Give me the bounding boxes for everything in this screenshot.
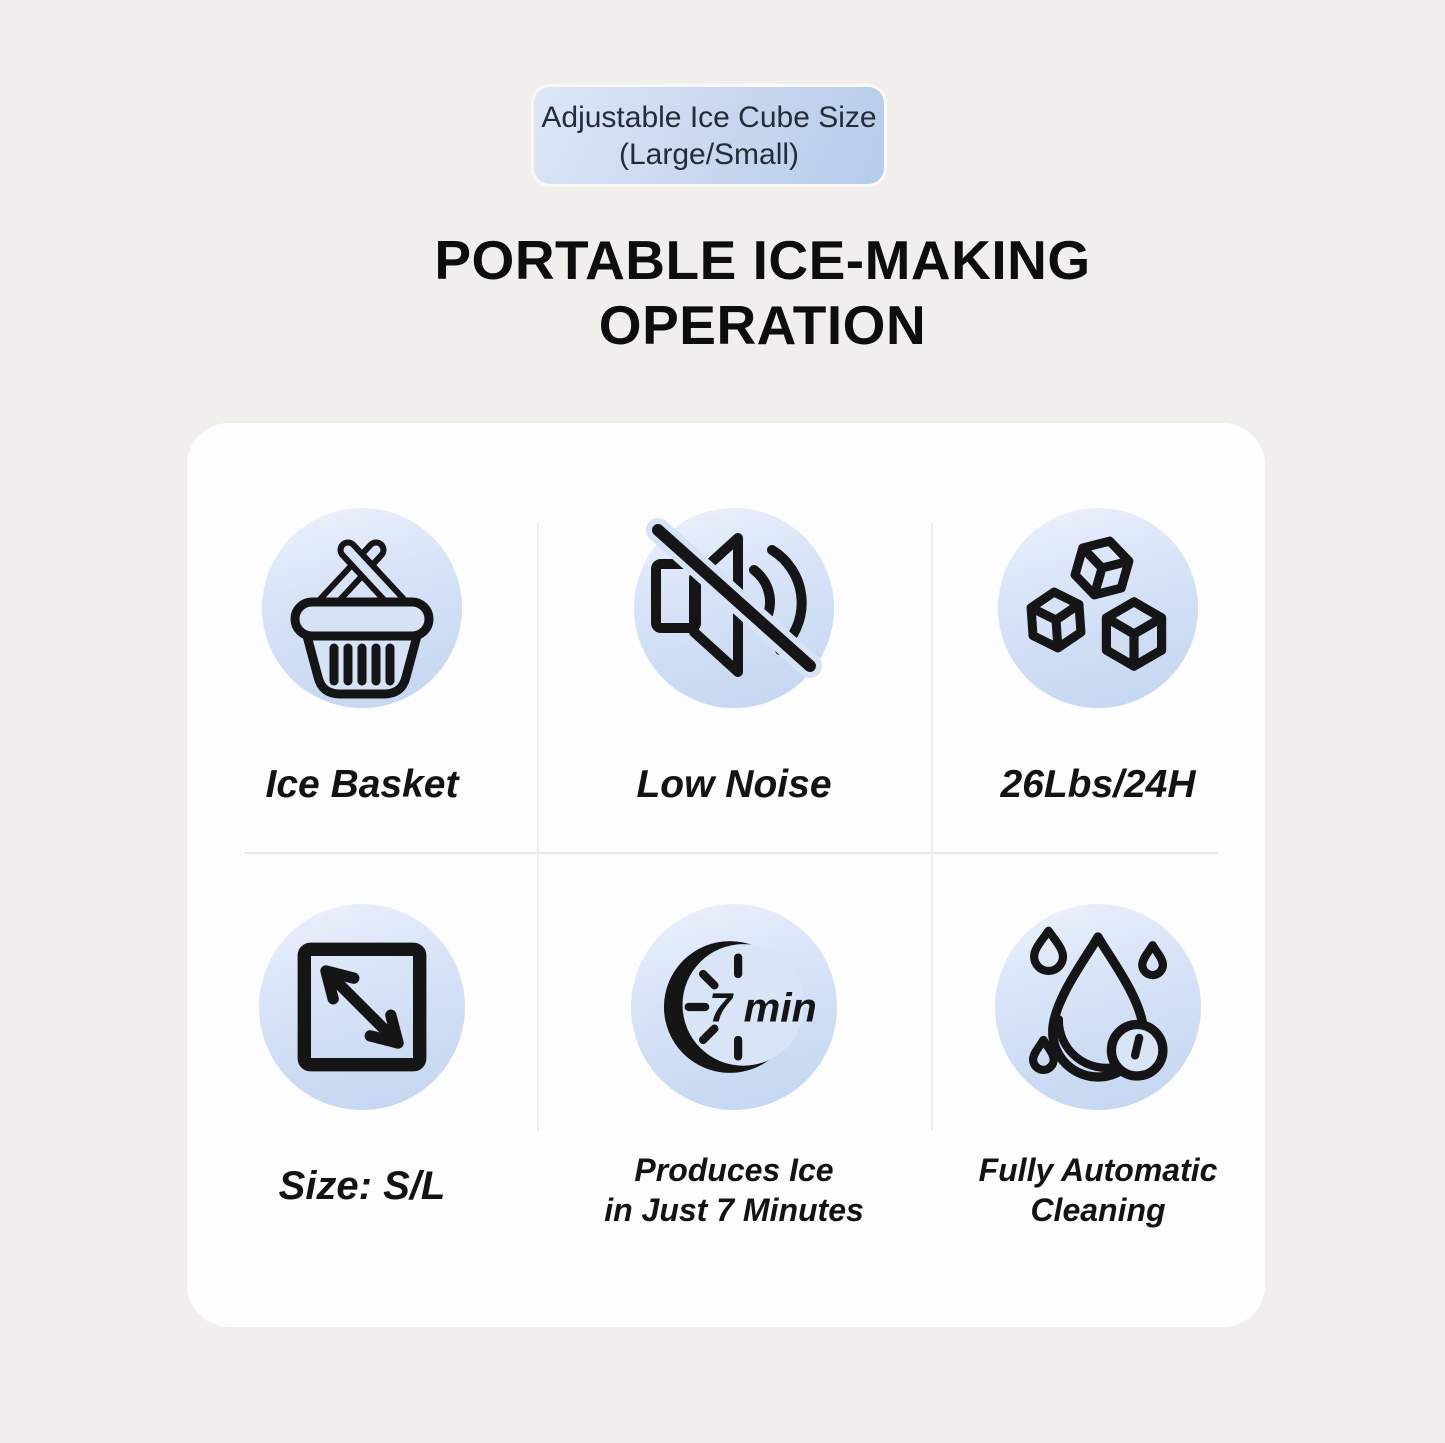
ice-basket-icon-circle xyxy=(262,508,462,708)
cleaning-icon-circle xyxy=(995,904,1201,1110)
feature-label-cube-size: Size: S/L xyxy=(278,1164,446,1208)
speed-icon-circle xyxy=(631,904,837,1110)
feature-label-speed-line1: Produces Ice xyxy=(634,1152,834,1188)
feature-label-cleaning xyxy=(931,1150,1265,1230)
page-title-line2: OPERATION xyxy=(598,294,927,356)
feature-label-ice-basket: Ice Basket xyxy=(265,763,459,806)
badge-line2: (Large/Small) xyxy=(618,137,800,171)
timer-7min-icon xyxy=(631,904,837,1110)
feature-label-speed-line2: in Just 7 Minutes xyxy=(604,1192,864,1228)
feature-label-capacity: 26Lbs/24H xyxy=(1000,763,1196,806)
page-title-line1: PORTABLE ICE-MAKING xyxy=(434,229,1091,291)
ice-cubes-icon xyxy=(998,508,1198,708)
timer-icon-text: 7 min xyxy=(709,984,817,1031)
horizontal-divider xyxy=(244,852,1218,854)
feature-label-low-noise: Low Noise xyxy=(636,763,832,806)
page-title xyxy=(0,228,1445,358)
feature-label-speed xyxy=(537,1150,931,1230)
size-diagonal-arrow-icon xyxy=(259,904,465,1110)
badge-line1: Adjustable Ice Cube Size xyxy=(541,100,877,134)
features-card xyxy=(187,423,1265,1327)
low-noise-icon-circle xyxy=(634,508,834,708)
feature-label-cleaning-line2: Cleaning xyxy=(1030,1192,1166,1228)
ice-basket-icon xyxy=(262,508,462,708)
vertical-divider-1 xyxy=(537,523,539,1131)
cleaning-water-drop-icon xyxy=(995,904,1201,1110)
vertical-divider-2 xyxy=(931,523,933,1131)
cube-size-icon-circle xyxy=(259,904,465,1110)
feature-label-cleaning-line1: Fully Automatic xyxy=(978,1152,1218,1188)
ice-cube-size-badge xyxy=(534,87,884,184)
capacity-icon-circle xyxy=(998,508,1198,708)
muted-speaker-icon xyxy=(634,508,834,708)
